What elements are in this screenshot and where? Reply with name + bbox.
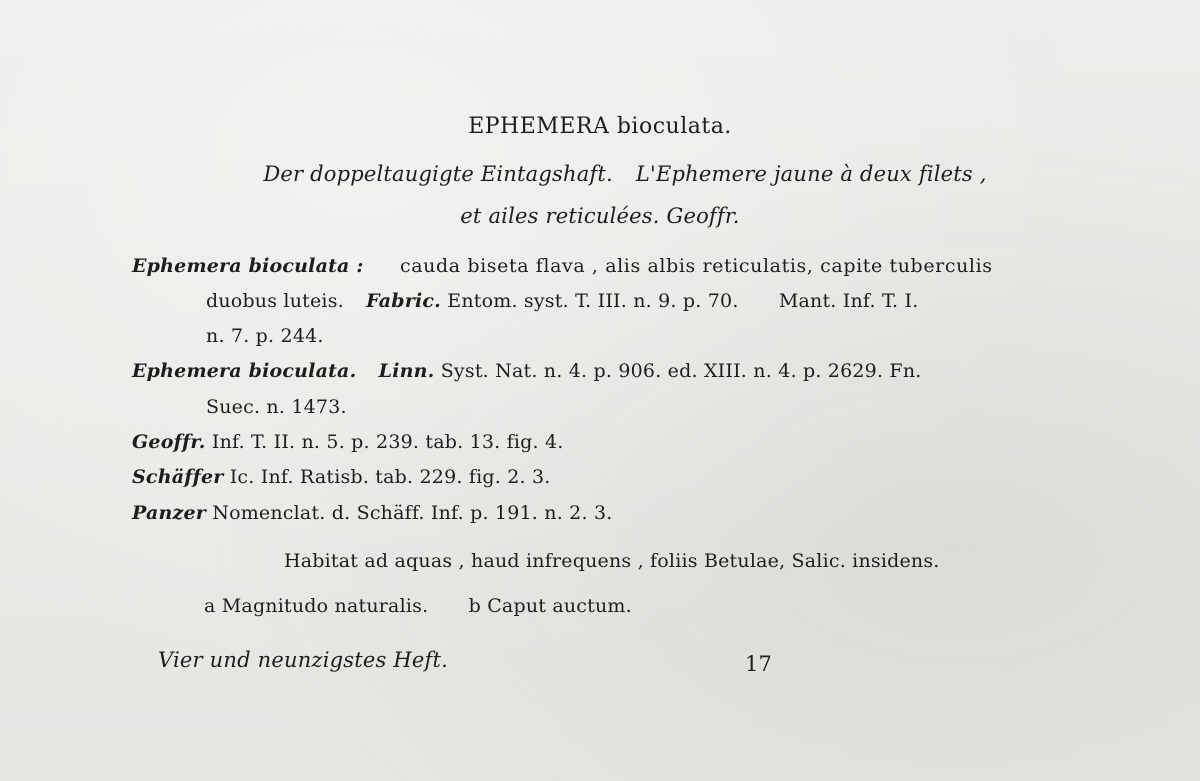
- reference-3: [132, 431, 564, 453]
- reference-1-text-line-1: [400, 255, 993, 277]
- reference-1-name: Ephemera bioculata :: [132, 255, 364, 277]
- reference-5-citation: Nomenclat. d. Schäff. Inf. p. 191. n. 2. 3.: [212, 502, 613, 524]
- part-title: Vier und neunzigstes Heft.: [158, 648, 448, 672]
- species-name: bioculata.: [616, 114, 732, 139]
- species-heading: [0, 114, 1200, 139]
- common-names-line-2: [0, 204, 1200, 228]
- reference-3-name: Geoffr.: [132, 431, 206, 453]
- french-common-name-cont: et ailes reticulées. Geoffr.: [460, 204, 740, 228]
- reference-1-line-1: [132, 255, 364, 277]
- reference-1-citation: Entom. syst. T. III. n. 9. p. 70.: [447, 290, 739, 312]
- reference-4: [132, 466, 551, 488]
- figure-a-caption: a Magnitudo naturalis.: [204, 595, 429, 617]
- french-common-name: L'Ephemere jaune à deux filets ,: [635, 162, 987, 186]
- page-number: [745, 652, 772, 676]
- reference-2-citation-cont: Suec. n. 1473.: [206, 396, 347, 418]
- habitat-text: Habitat ad aquas , haud infrequens , foliis Betulae, Salic. insidens.: [284, 550, 940, 572]
- reference-1-desc-cont: duobus luteis.: [206, 290, 344, 312]
- reference-1-description: cauda biseta flava , alis albis reticulatis, capite tuberculis: [400, 255, 993, 277]
- reference-1-line-3: [206, 325, 324, 347]
- reference-2-citation: Syst. Nat. n. 4. p. 906. ed. XIII. n. 4. p. 2629. Fn.: [440, 360, 922, 382]
- german-common-name: Der doppeltaugigte Eintagshaft.: [263, 162, 613, 186]
- habitat-note: [284, 550, 940, 572]
- reference-3-citation: Inf. T. II. n. 5. p. 239. tab. 13. fig. 4.: [211, 431, 564, 453]
- genus-name: EPHEMERA: [468, 114, 610, 139]
- reference-2-line-1: [132, 360, 922, 382]
- reference-4-name: Schäffer: [132, 466, 224, 488]
- reference-1-author: Fabric.: [366, 290, 441, 312]
- reference-2-line-2: [206, 396, 347, 418]
- common-names-line-1: [0, 162, 1200, 186]
- reference-5: [132, 502, 612, 524]
- reference-5-name: Panzer: [132, 502, 206, 524]
- page-number-text: 17: [745, 652, 773, 676]
- reference-2-author: Linn.: [378, 360, 435, 382]
- reference-4-citation: Ic. Inf. Ratisb. tab. 229. fig. 2. 3.: [229, 466, 551, 488]
- reference-1-citation-2: Mant. Inf. T. I.: [778, 290, 919, 312]
- figure-b-caption: b Caput auctum.: [468, 595, 632, 617]
- reference-2-name: Ephemera bioculata.: [132, 360, 357, 382]
- reference-1-citation-cont: n. 7. p. 244.: [206, 325, 324, 347]
- figure-legend: [204, 595, 632, 617]
- reference-1-line-2: [206, 290, 918, 312]
- footer-part-label: [158, 648, 448, 672]
